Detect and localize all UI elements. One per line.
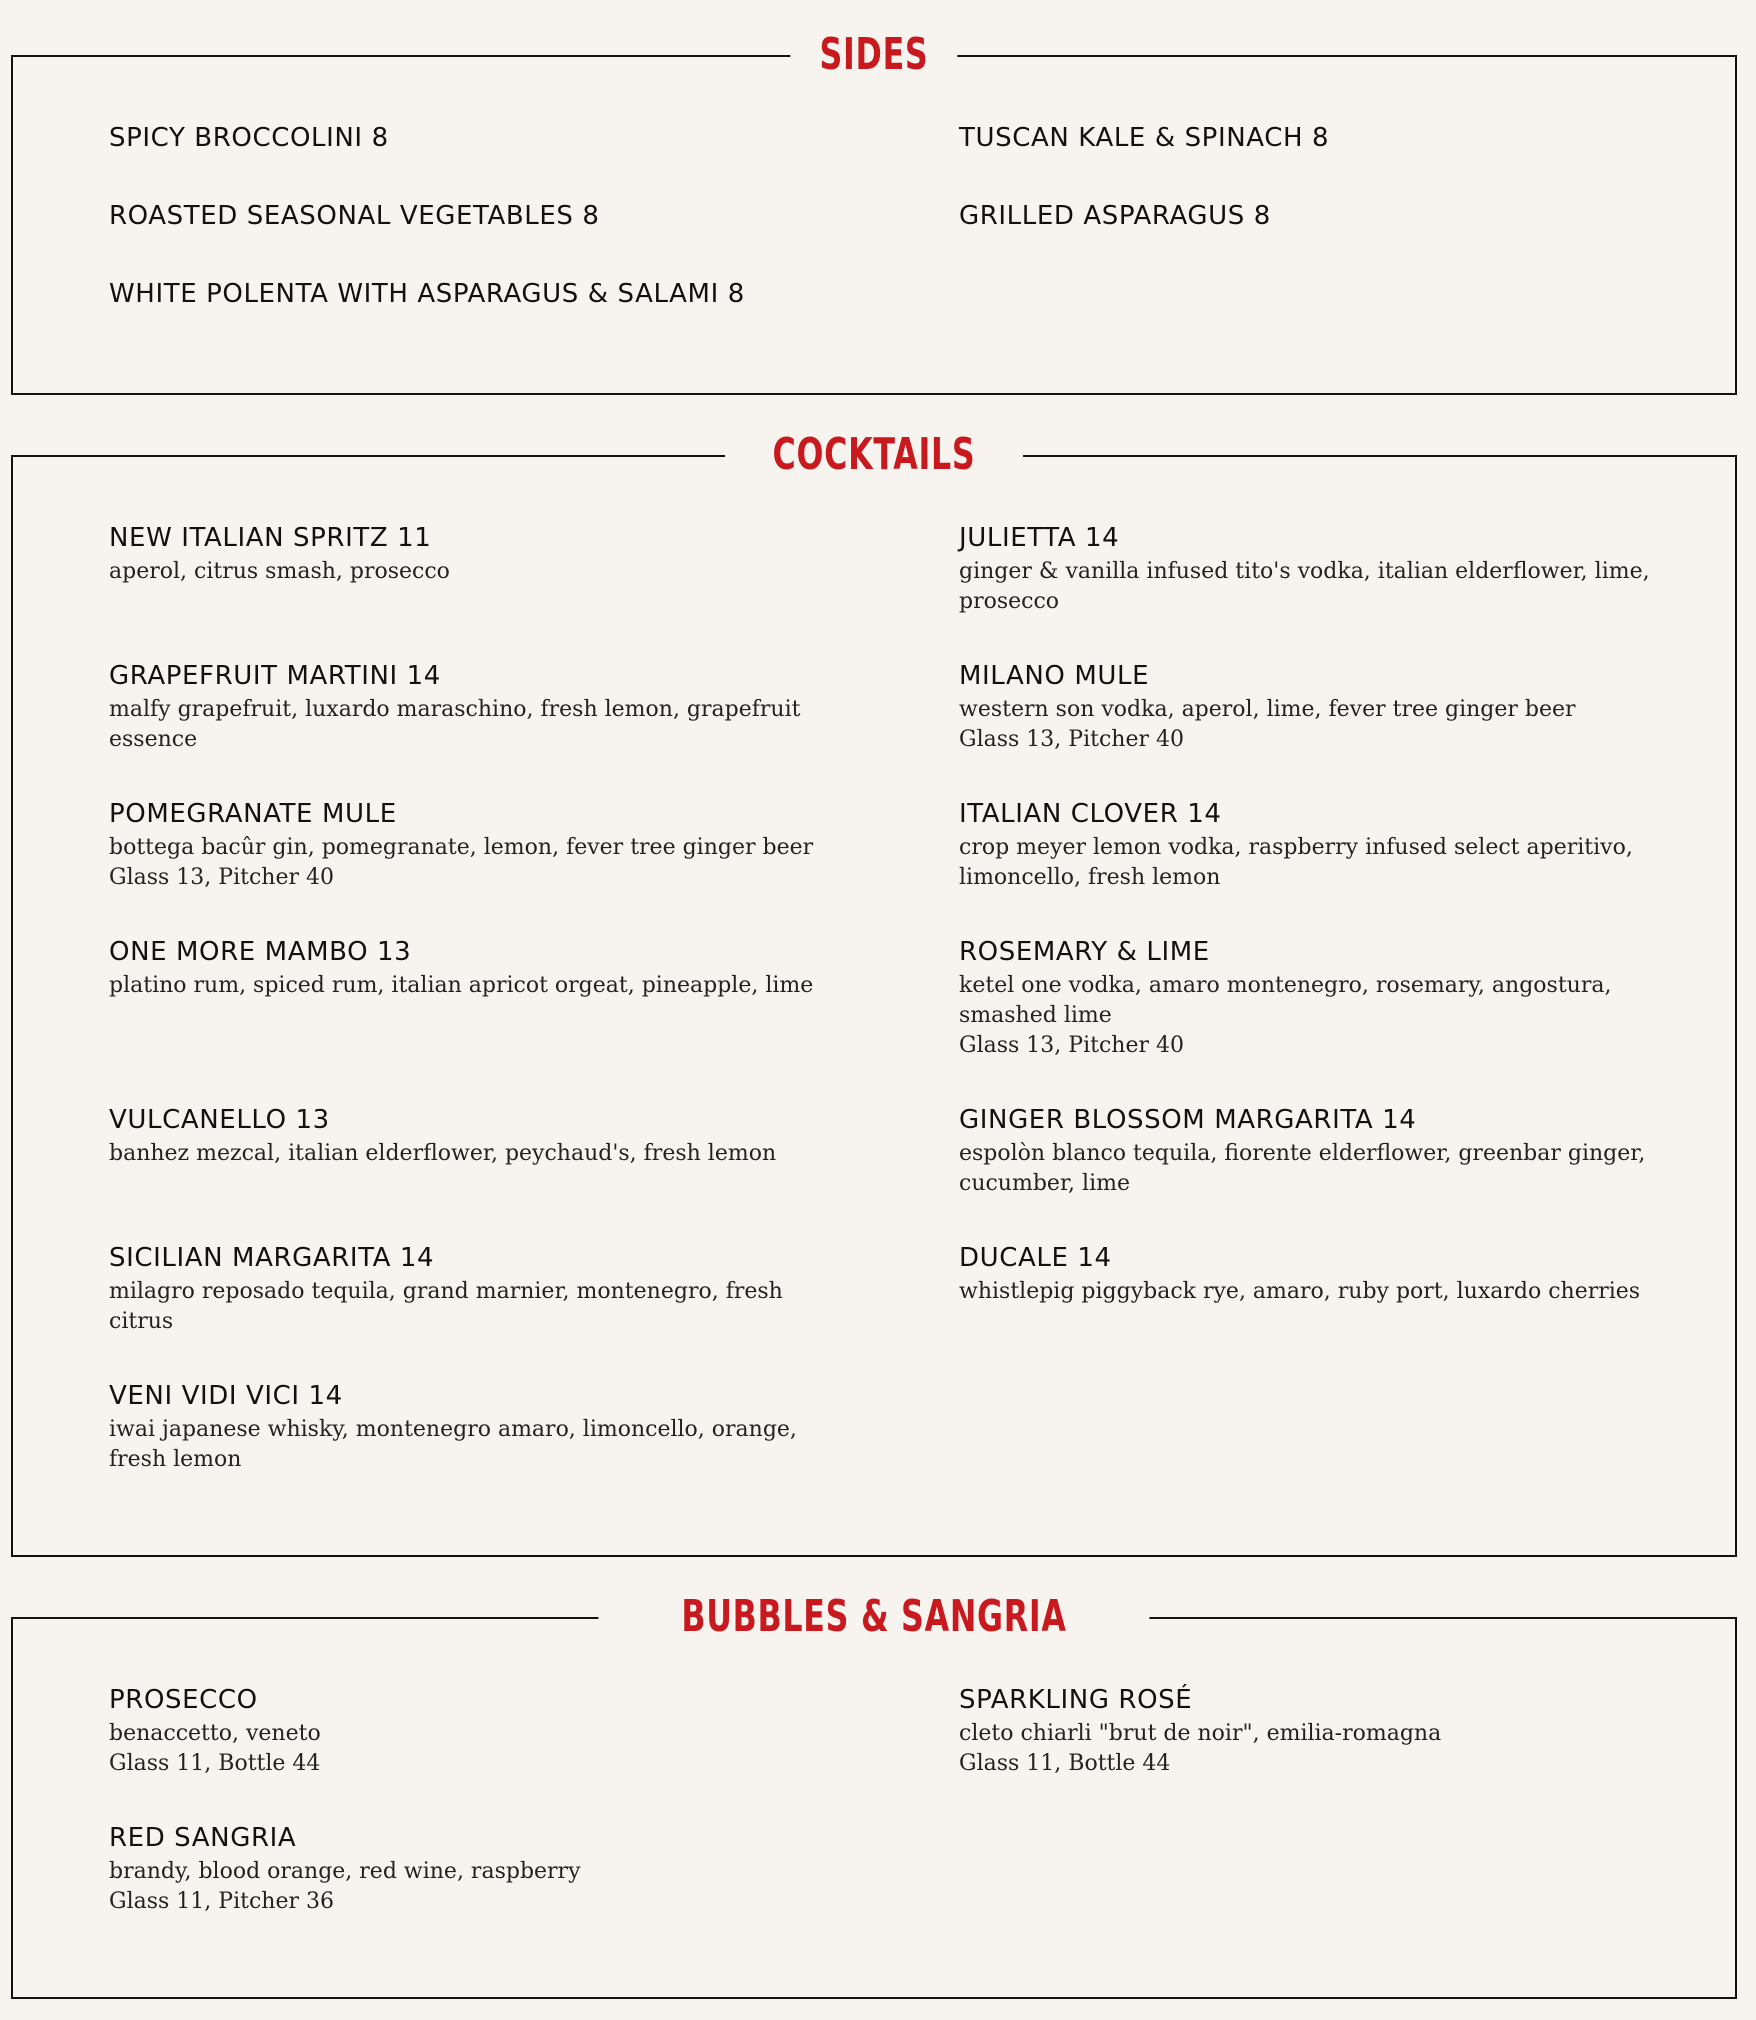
item-description: ketel one vodka, amaro montenegro, rosemary, angostura, smashed lime (959, 973, 1612, 1028)
menu-item (959, 797, 1679, 893)
item-description: platino rum, spiced rum, italian apricot orgeat, pineapple, lime (109, 973, 814, 998)
item-name: DUCALE 14 (959, 1243, 1112, 1273)
menu-item (109, 277, 829, 311)
item-description: benaccetto, veneto (109, 1721, 321, 1746)
item-name: WHITE POLENTA WITH ASPARAGUS & SALAMI 8 (109, 279, 745, 309)
item-name: RED SANGRIA (109, 1823, 297, 1853)
item-description: banhez mezcal, italian elderflower, peychaud's, fresh lemon (109, 1141, 777, 1166)
bubbles-section (11, 1591, 1737, 1999)
item-name: SPICY BROCCOLINI 8 (109, 123, 389, 153)
item-description: brandy, blood orange, red wine, raspberry (109, 1859, 581, 1884)
menu-item (959, 121, 1679, 155)
menu-item (109, 1379, 829, 1475)
item-description: crop meyer lemon vodka, raspberry infused select aperitivo, limoncello, fresh lemon (959, 835, 1633, 890)
item-name: VULCANELLO 13 (109, 1105, 330, 1135)
item-name: PROSECCO (109, 1685, 258, 1715)
item-price: Glass 11, Pitcher 36 (109, 1889, 334, 1914)
item-name: ONE MORE MAMBO 13 (109, 937, 412, 967)
menu-item (109, 1683, 829, 1779)
item-name: SICILIAN MARGARITA 14 (109, 1243, 435, 1273)
item-description: whistlepig piggyback rye, amaro, ruby port, luxardo cherries (959, 1279, 1641, 1304)
item-name: POMEGRANATE MULE (109, 799, 397, 829)
item-name: MILANO MULE (959, 661, 1150, 691)
item-price: Glass 13, Pitcher 40 (109, 865, 334, 890)
menu-item (959, 199, 1679, 233)
item-description: milagro reposado tequila, grand marnier, montenegro, fresh citrus (109, 1279, 783, 1334)
item-description: aperol, citrus smash, prosecco (109, 559, 450, 584)
item-description: western son vodka, aperol, lime, fever tree ginger beer (959, 697, 1576, 722)
item-name: NEW ITALIAN SPRITZ 11 (109, 523, 432, 553)
item-name: ROSEMARY & LIME (959, 937, 1210, 967)
menu-item (959, 521, 1679, 617)
item-description: iwai japanese whisky, montenegro amaro, limoncello, orange, fresh lemon (109, 1417, 797, 1472)
item-name: GRILLED ASPARAGUS 8 (959, 201, 1271, 231)
item-description: bottega bacûr gin, pomegranate, lemon, fever tree ginger beer (109, 835, 814, 860)
menu-item (959, 1683, 1679, 1779)
item-name: SPARKLING ROSÉ (959, 1685, 1193, 1715)
sides-section (11, 29, 1737, 395)
menu-item (959, 935, 1679, 1061)
item-price: Glass 11, Bottle 44 (959, 1751, 1171, 1776)
item-name: GRAPEFRUIT MARTINI 14 (109, 661, 441, 691)
bubbles-heading: BUBBLES & SANGRIA (598, 1583, 1149, 1651)
sides-heading: SIDES (790, 21, 957, 89)
menu-item (109, 935, 829, 1001)
cocktails-section (11, 429, 1737, 1557)
menu-item (109, 1241, 829, 1337)
menu-item (109, 1821, 829, 1917)
item-description: cleto chiarli "brut de noir", emilia-romagna (959, 1721, 1442, 1746)
menu-item (109, 1103, 829, 1169)
item-name: ROASTED SEASONAL VEGETABLES 8 (109, 201, 600, 231)
menu-item (959, 1103, 1679, 1199)
item-description: ginger & vanilla infused tito's vodka, italian elderflower, lime, prosecco (959, 559, 1650, 614)
item-price: Glass 13, Pitcher 40 (959, 1033, 1184, 1058)
menu-item (109, 199, 829, 233)
menu-item (109, 659, 829, 755)
menu-item (959, 659, 1679, 755)
item-description: espolòn blanco tequila, fiorente elderflower, greenbar ginger, cucumber, lime (959, 1141, 1646, 1196)
item-price: Glass 13, Pitcher 40 (959, 727, 1184, 752)
item-name: TUSCAN KALE & SPINACH 8 (959, 123, 1330, 153)
item-name: GINGER BLOSSOM MARGARITA 14 (959, 1105, 1417, 1135)
menu-item (109, 121, 829, 155)
menu-item (109, 521, 829, 587)
item-name: VENI VIDI VICI 14 (109, 1381, 343, 1411)
menu-item (959, 1241, 1679, 1307)
item-price: Glass 11, Bottle 44 (109, 1751, 321, 1776)
menu-item (109, 797, 829, 893)
item-description: malfy grapefruit, luxardo maraschino, fresh lemon, grapefruit essence (109, 697, 801, 752)
cocktails-heading: COCKTAILS (725, 421, 1023, 489)
item-name: ITALIAN CLOVER 14 (959, 799, 1222, 829)
item-name: JULIETTA 14 (959, 523, 1120, 553)
